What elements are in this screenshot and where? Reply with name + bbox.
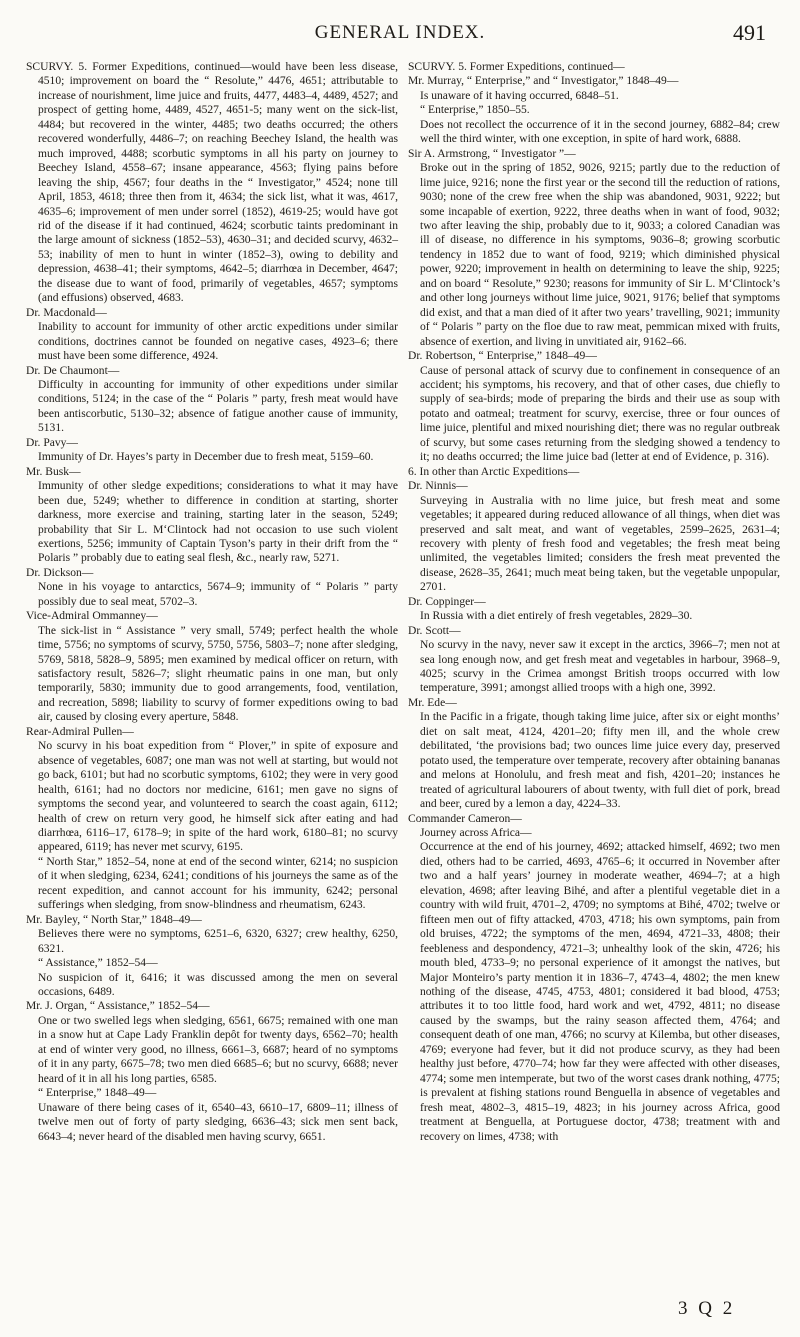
index-entry-text: One or two swelled legs when sledging, 6561, 6675; remained with one man in a snow hut at Cape Lady Franklin depôt for twenty days, 6562–70; health at end of winter very good, no illness, 6661–3, 6687; heard of no symptoms of it in any party, 6675–78; two men died 6685–6; but no scurvy, 6688; never heard of it in all his long parties, 6585. bbox=[38, 1014, 398, 1085]
signature-mark: 3 Q 2 bbox=[678, 1298, 736, 1319]
left-column bbox=[26, 60, 398, 1144]
index-entry-heading: Dr. Pavy— bbox=[26, 436, 78, 449]
index-entry-text: Inability to account for immunity of other arctic expeditions under similar conditions, doctrines cannot be founded on negative cases, 4923–6; there must have been some difference, 4924. bbox=[38, 321, 398, 363]
index-entry-text: In the Pacific in a frigate, though taking lime juice, after six or eight months’ diet on salt meat, 4124, 4201–20; fifty men ill, and the whole crew debilitated, ‘the provisions bad; two ounces lime juice every day, preserved potato used, the temperature over temperate, recovery after obtaining bananas and melons at Honolulu, and fresh meat and fish, 4201–20; instances he treated of agricultural labourers of about twenty, with full diet of pork, bread and beer, cured by a lemon a day, 4224–33. bbox=[420, 711, 780, 811]
index-entry-text: Surveying in Australia with no lime juice, but fresh meat and some vegetables; it appeared during reduced allowance of all things, when diet was preserved and salt meat, and want of vegetables, 2599–2625, 2631–4; recovery with plenty of fresh food and vegetables; the fresh meat being unlimited, the vegetables limited; considers the fresh meat prevented the disease, 2628–35, 2641; much meat being taken, but the vegetable unpopular, 2701. bbox=[420, 494, 780, 594]
index-entry-text: No scurvy in the navy, never saw it except in the arctics, 3966–7; men not at sea long enough now, and get fresh meat and vegetables in harbour, 3968–9, 4025; scurvy in the Crimea amongst British troops occurred with low temperature, 3991; amongst allied troops with a high one, 3992. bbox=[420, 639, 780, 695]
index-entry-text: Broke out in the spring of 1852, 9026, 9215; partly due to the reduction of lime juice, 9216; none the first year or the second till the reduction of rations, 9030; none of the crew free when the ship was abandoned, 9031, 9222; but some incapable of exertion, 9222, three deaths when in want of food, 9032; two after leaving the ship, probably due to it, 9033; a colored Canadian was ill of disease, no difference in his symptoms, 9036–8; growing scorbutic tendency in 1852 due to want of food, 9219; which diminished physical power, 9220; improvement in health on determining to leave the ship, 9225; and on board “ Resolute,” 9230; reasons for immunity of Sir L. M‘Clintock’s and other long journeys without lime juice, 9021, 9176; belief that symptoms did exist, and that a man died of it after two years’ travelling, 9021; immunity of “ Polaris ” party on the floe due to raw meat, pemmican mixed with fruits, absence of exertion, and living in unvitiated air, 9162–66. bbox=[420, 162, 780, 348]
index-entry-heading: Dr. Macdonald— bbox=[26, 306, 107, 319]
index-entry-text: Believes there were no symptoms, 6251–6, 6320, 6327; crew healthy, 6250, 6321. bbox=[38, 928, 398, 955]
index-entry-heading: Dr. Ninnis— bbox=[408, 480, 468, 493]
index-entry-heading: Vice-Admiral Ommanney— bbox=[26, 610, 158, 623]
index-entry-heading: Mr. Murray, “ Enterprise,” and “ Investigator,” 1848–49— bbox=[408, 75, 679, 88]
index-entry-heading: Mr. Busk— bbox=[26, 465, 81, 478]
index-entry-heading: Dr. De Chaumont— bbox=[26, 364, 120, 377]
index-entry-text: No scurvy in his boat expedition from “ Plover,” in spite of exposure and absence of vegetables, 6087; one man was not well at starting, but would not go back, 6101; but had no scorbutic symptoms, 6102; they were in very good health, 6161; had no doctors nor medicine, 6161; men gave no signs of symptoms the second year, and volunteered to search the coast again, 6112; health of crew on return very good, he himself sick after eating and had diarrhœa, 6116–17, 6178–9; in spite of the hard work, 6180–81; no scurvy appeared, 6119; has never met scurvy, 6195. bbox=[38, 740, 398, 854]
index-entry-text: Cause of personal attack of scurvy due to confinement in consequence of an accident; his symptoms, his recovery, and that of other cases, due chiefly to supply of sea-birds; mode of preparing the birds and their use as soup with potato and oatmeal; treatment for scurvy, exercise, three or four ounces of lime juice, plentiful and mixed nourishing diet; there was no regular outbreak of scurvy, but some cases returning from the sledging showed a tendency to it; no deaths occurred; the lime juice bad (letter at end of Evidence, p. 316). bbox=[420, 364, 780, 464]
right-column bbox=[408, 60, 780, 1144]
index-entry-heading: Mr. J. Organ, “ Assistance,” 1852–54— bbox=[26, 1000, 210, 1013]
index-entry-heading: SCURVY. 5. Former Expeditions, continued— bbox=[408, 61, 625, 73]
page-number: 491 bbox=[733, 20, 766, 45]
index-entry-text: “ Enterprise,” 1850–55. bbox=[420, 104, 530, 117]
index-entry-text: The sick-list in “ Assistance ” very small, 5749; perfect health the whole time, 5756; no symptoms of scurvy, 5750, 5756, 5803–7; none after sledging, 5769, 5818, 5828–9, 5895; men examined by medical officer on return, with satisfactory result, 5826–7; slight rheumatic pains in one man, but only temporarily, 5830; immunity due to good arrangements, food, ventilation, and recreation, 5898; liability to scurvy of former expeditions owing to bad air, caused by closing every aperture, 5848. bbox=[38, 624, 398, 724]
index-entry-heading: Dr. Scott— bbox=[408, 624, 461, 637]
index-entry-text: Occurrence at the end of his journey, 4692; attacked himself, 4692; two men died, others had to be carried, 4693, 4765–6; it occurred in November after two and a half years’ journey in moderate weather, 4694–7; at a high elevation, 4698; after leaving Bihé, and after a plentiful vegetable diet in a country with wild fruit, 4701–2, 4709; no symptoms at Bihé, 4702; twelve or fifteen men out of fifty attacked, 4703, 4718; his own symptoms, pain from old bruises, 4722; the symptoms of the men, 4694, 4721–33, 4808; their feebleness and despondency, 4721–3; unhealthy look of the skin, 4726; his mouth bled, 4733–9; no personal experience of it amongst the natives, but Major Monteiro’s party mention it in 1836–7, 4743–4, 4802; the men knew nothing of the disease, 4745, 4753, 4801; considered it bad blood, 4753; attributes it to too little food, hard work and wet, 4792, 4811; no disease caused by the swamps, but the rainy season affected them, 4764; and consequent death of one man, 4766; no scurvy at Kilemba, but other diseases, 4769; everyone had fever, but it did not produce scurvy, as they had been healthy just before, 4770–74; how far they were affected with other diseases, 4774; some men intemperate, but two of the worst cases drank nothing, 4775; is prevalent at fishing stations round Benguella in absence of vegetables and fresh meat, 4802–3, 4815–19, 4823; in his journey across Africa, good treatment at Benguella, at Portuguese doctor, 4738; treatment with and recovery on limes, 4738; with bbox=[420, 841, 780, 1143]
index-entry-heading: Sir A. Armstrong, “ Investigator ”— bbox=[408, 147, 576, 160]
index-entry-heading: Mr. Bayley, “ North Star,” 1848–49— bbox=[26, 913, 202, 926]
index-entry-text: “ North Star,” 1852–54, none at end of the second winter, 6214; no suspicion of it when sledging, 6234, 6241; conditions of his journeys the same as of the recent expedition, and cannot account for his immunity, 6242; personal sufferings when sledging, from snow-blindness and rheumatism, 6243. bbox=[38, 855, 398, 912]
index-entry-text: “ Assistance,” 1852–54— bbox=[38, 957, 158, 970]
index-entry-text: Is unaware of it having occurred, 6848–51. bbox=[420, 89, 619, 102]
index-entry-text: No suspicion of it, 6416; it was discussed among the men on several occasions, 6489. bbox=[38, 971, 398, 998]
index-entry-text: In Russia with a diet entirely of fresh vegetables, 2829–30. bbox=[420, 610, 693, 623]
index-entry-heading: SCURVY. 5. Former Expeditions, continued—would have been less disease, 4510; improvement on board the “ Resolute,” 4476, 4651; attributable to increase of nourishment, lime juice and fruits, 4477, 4483–4, 4489, 4527; and prospect of getting home, 4489, 4527, 4651-5; many went on the sick-list, 4484; but recovered in the winter, 4485; two deaths occurred; the others recovered wonderfully, 4486–7; on reaching Beechey Island, the health was much improved, 4488; scorbutic symptoms in all his party on journey to Beechey Island, 4558–67; insane appearance, 4563; flying pains before leaving the ship, 4567; four deaths in the “ Investigator,” 4524; none till April, 1853, 4618; three then from it, 4634; the sick list, what it was, 4617, 4635–6; improvement of men under sorrel (1852), 4619-25; would have got rid of the disease if it had continued, 4624; scorbutic taints predominant in the large amount of sickness (1852–53), 4630–31; and decided scurvy, 4632–53; inability of men to hunt in winter (1852–3), owing to debility and depression, 4638–41; their symptoms, 4642–5; diarrhœa in December, 4647; the disease due to want of food, primarily of vegetables, 4657; symptoms (and effusions) observed, 4683. bbox=[26, 61, 398, 305]
index-entry-text: Immunity of Dr. Hayes’s party in December due to fresh meat, 5159–60. bbox=[38, 451, 374, 464]
index-entry-heading: Dr. Coppinger— bbox=[408, 595, 486, 608]
index-entry-text: Difficulty in accounting for immunity of other expeditions under similar conditions, 5124; in the case of the “ Polaris ” party, fresh meat would have been antiscorbutic, 5130–32; absence of fatigue another cause of immunity, 5131. bbox=[38, 378, 398, 435]
index-entry-text: Does not recollect the occurrence of it in the second journey, 6882–84; crew well the third winter, with one exception, in spite of hard work, 6888. bbox=[420, 118, 780, 146]
index-entry-text: Immunity of other sledge expeditions; considerations to what it may have been due, 5249; whether to difference in condition at starting, shorter darkness, more exercise and training, starting later in the season, 5249; probability that Sir L. M‘Clintock had not occasion to use such violent exertions, 5256; immunity of Captain Tyson’s party in their drift from the “ Polaris ” probably due to eating seal flesh, &c., nearly raw, 5271. bbox=[38, 480, 398, 565]
index-entry-heading: Mr. Ede— bbox=[408, 696, 457, 709]
index-entry-text: “ Enterprise,” 1848–49— bbox=[38, 1087, 157, 1100]
index-entry-heading: Rear-Admiral Pullen— bbox=[26, 725, 134, 738]
index-entry-text: Unaware of there being cases of it, 6540–43, 6610–17, 6809–11; illness of twelve men out of forty of party sledging, 6636–43; sick men sent back, 6643–4; never heard of the disabled men having scurvy, 6651. bbox=[38, 1101, 398, 1143]
index-entry-heading: Dr. Dickson— bbox=[26, 566, 94, 579]
index-entry-heading: 6. In other than Arctic Expeditions— bbox=[408, 465, 580, 478]
running-title: GENERAL INDEX. bbox=[314, 22, 486, 43]
index-entry-text: None in his voyage to antarctics, 5674–9; immunity of “ Polaris ” party possibly due to seal meat, 5702–3. bbox=[38, 581, 398, 608]
index-entry-text: Journey across Africa— bbox=[420, 827, 532, 840]
index-entry-heading: Commander Cameron— bbox=[408, 812, 522, 825]
index-entry-heading: Dr. Robertson, “ Enterprise,” 1848–49— bbox=[408, 350, 597, 363]
